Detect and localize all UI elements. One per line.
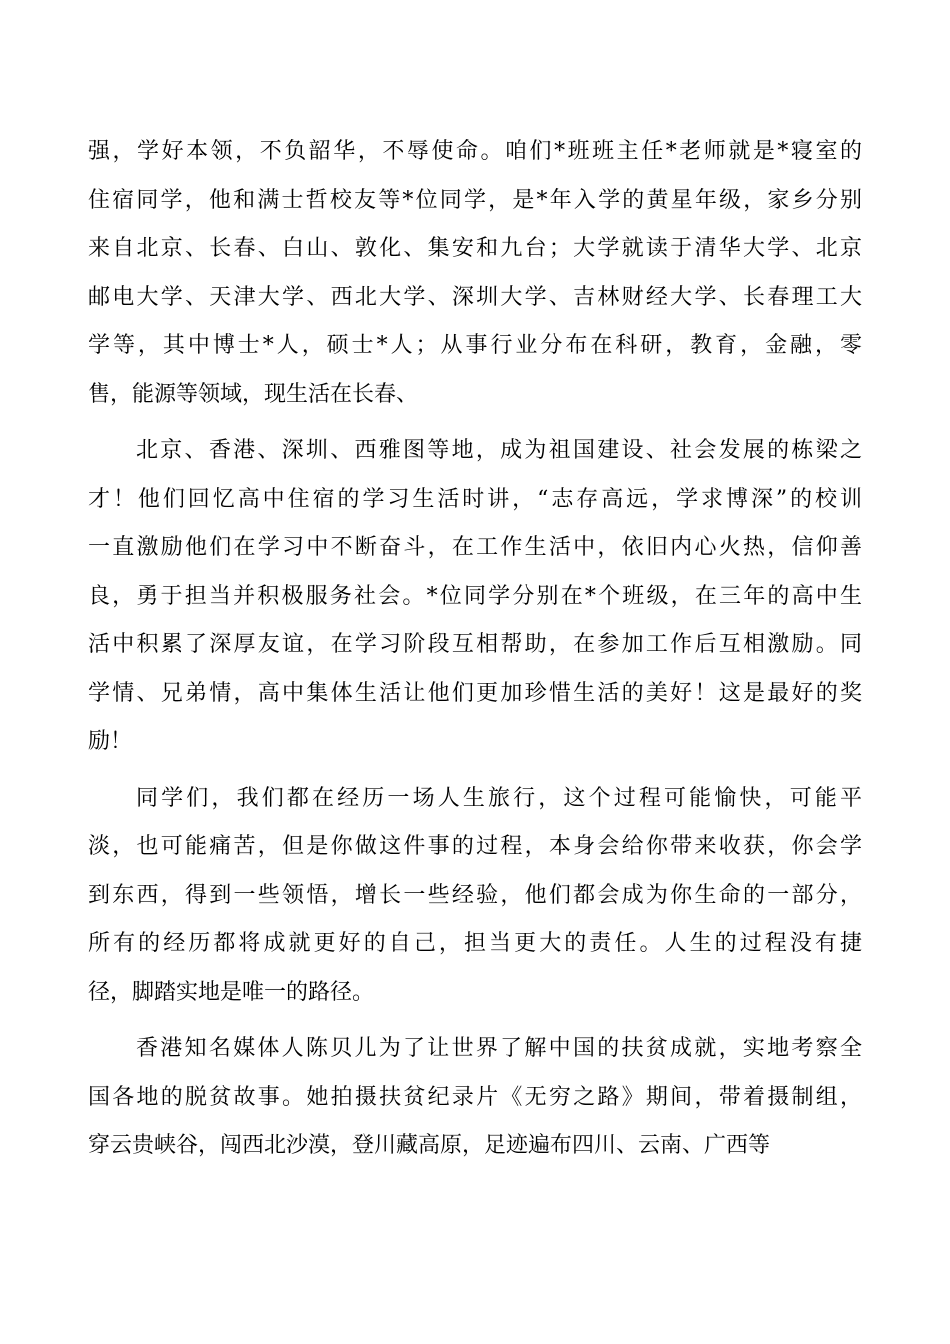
paragraph bbox=[88, 427, 862, 767]
text-line: 淡，也可能痛苦，但是你做这件事的过程，本身会给你带来收获，你会学 bbox=[88, 834, 862, 859]
text-line: 到东西，得到一些领悟，增长一些经验，他们都会成为你生命的一部分， bbox=[88, 882, 862, 908]
text-line: 售，能源等领域，现生活在长春、 bbox=[88, 381, 419, 407]
text-line: 学等，其中博士*人，硕士*人；从事行业分布在科研，教育，金融，零 bbox=[88, 333, 862, 358]
text-line: 良，勇于担当并积极服务社会。*位同学分别在*个班级，在三年的高中生 bbox=[88, 583, 862, 609]
text-line: 活中积累了深厚友谊，在学习阶段互相帮助，在参加工作后互相激励。同 bbox=[88, 632, 862, 657]
text-line: 同学们，我们都在经历一场人生旅行，这个过程可能愉快，可能平 bbox=[136, 785, 862, 811]
text-line: 住宿同学，他和满士哲校友等*位同学，是*年入学的黄星年级，家乡分别 bbox=[88, 187, 862, 213]
document-body bbox=[88, 128, 862, 1179]
text-line: 穿云贵峡谷，闯西北沙漠，登川藏高原，足迹遍布四川、云南、广西等 bbox=[88, 1133, 771, 1158]
text-line: 来自北京、长春、白山、敦化、集安和九台；大学就读于清华大学、北京 bbox=[88, 236, 862, 261]
paragraph bbox=[88, 128, 862, 419]
text-line: 一直激励他们在学习中不断奋斗，在工作生活中，依旧内心火热，信仰善 bbox=[88, 535, 862, 560]
text-line: 所有的经历都将成就更好的自己，担当更大的责任。人生的过程没有捷 bbox=[88, 931, 862, 956]
text-line: 香港知名媒体人陈贝儿为了让世界了解中国的扶贫成就，实地考察全 bbox=[136, 1036, 862, 1061]
text-line: 径，脚踏实地是唯一的路径。 bbox=[88, 979, 375, 1005]
text-line: 邮电大学、天津大学、西北大学、深圳大学、吉林财经大学、长春理工大 bbox=[88, 284, 862, 310]
paragraph bbox=[88, 775, 862, 1018]
text-line: 北京、香港、深圳、西雅图等地，成为祖国建设、社会发展的栋梁之 bbox=[136, 438, 862, 463]
text-line: 强，学好本领，不负韶华，不辱使命。咱们*班班主任*老师就是*寝室的 bbox=[88, 139, 862, 164]
text-line: 励！ bbox=[88, 729, 133, 754]
text-line: 国各地的脱贫故事。她拍摄扶贫纪录片《无穷之路》期间，带着摄制组， bbox=[88, 1084, 862, 1110]
text-line: 才！他们回忆高中住宿的学习生活时讲，“志存高远，学求博深”的校训 bbox=[88, 486, 862, 512]
paragraph bbox=[88, 1025, 862, 1171]
text-line: 学情、兄弟情，高中集体生活让他们更加珍惜生活的美好！这是最好的奖 bbox=[88, 680, 862, 706]
